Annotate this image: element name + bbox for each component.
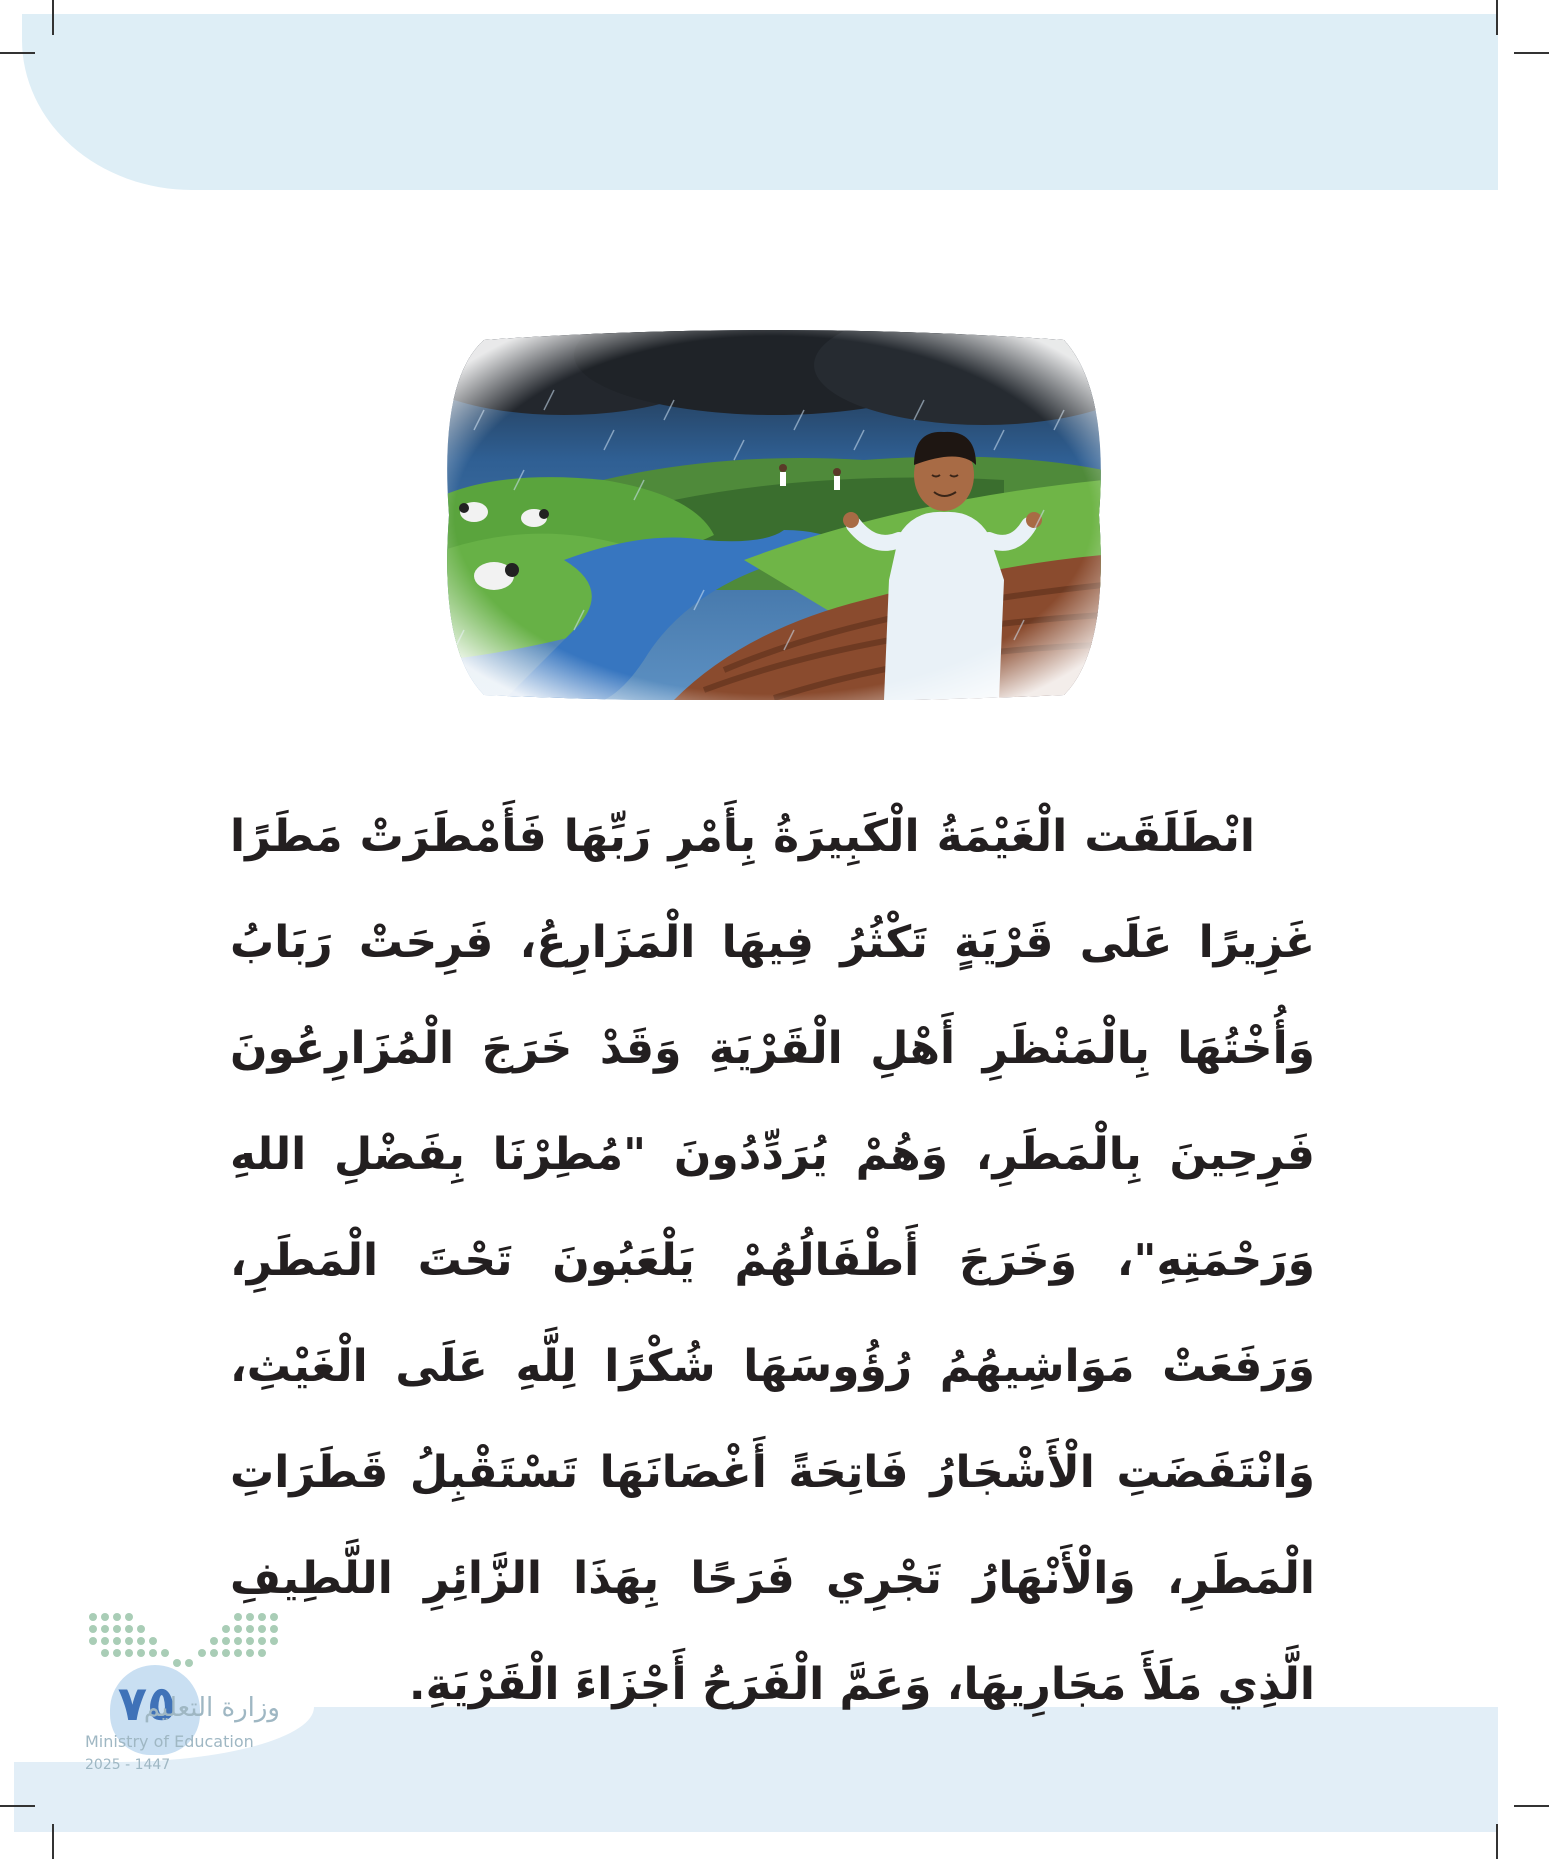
crop-mark xyxy=(52,0,54,35)
crop-mark xyxy=(1514,52,1549,54)
crop-mark xyxy=(1496,0,1498,35)
top-decorative-band xyxy=(22,14,1498,190)
crop-mark xyxy=(52,1824,54,1859)
crop-mark xyxy=(1514,1805,1549,1807)
ministry-name-english: Ministry of Education xyxy=(85,1732,254,1751)
page-number: ٧٥ xyxy=(117,1676,177,1732)
crop-mark xyxy=(0,1805,35,1807)
crop-mark xyxy=(0,52,35,54)
story-paragraph: انْطَلَقَت الْغَيْمَةُ الْكَبِيرَةُ بِأَمْرِ رَبِّهَا فَأَمْطَرَتْ مَطَرًا غَزِيرًا عَلَى قَرْيَةٍ تَكْثُرُ فِيهَا الْمَزَارِعُ، فَرِحَتْ رَبَابُ وَأُخْتُهَا بِالْمَنْظَرِ أَهْلِ الْقَرْيَةِ وَقَدْ خَرَجَ الْمُزَارِعُونَ فَرِحِينَ بِالْمَطَرِ، وَهُمْ يُرَدِّدُونَ "مُطِرْنَا بِفَضْلِ اللهِ وَرَحْمَتِهِ"، وَخَرَجَ أَطْفَالُهُمْ يَلْعَبُونَ تَحْتَ الْمَطَرِ، وَرَفَعَتْ مَوَاشِيهُمُ رُؤُوسَهَا شُكْرًا لِلَّهِ عَلَى الْغَيْثِ، وَانْتَفَضَتِ الْأَشْجَارُ فَاتِحَةً أَغْصَانَهَا تَسْتَقْبِلُ قَطَرَاتِ الْمَطَرِ، وَالْأَنْهَارُ تَجْرِي فَرَحًا بِهَذَا الزَّائِرِ اللَّطِيفِ الَّذِي مَلَأَ مَجَارِيهَا، وَعَمَّ الْفَرَحُ أَجْزَاءَ الْقَرْيَةِ. xyxy=(230,811,1315,1710)
ministry-logo-dots-icon xyxy=(88,1612,283,1667)
ministry-name-arabic: وزارة التعليم xyxy=(143,1693,280,1723)
crop-mark xyxy=(1496,1824,1498,1859)
edition-year: 2025 - 1447 xyxy=(85,1757,171,1773)
rain-scene-illustration xyxy=(444,330,1103,700)
rain-over-village-farms-icon xyxy=(444,330,1103,700)
